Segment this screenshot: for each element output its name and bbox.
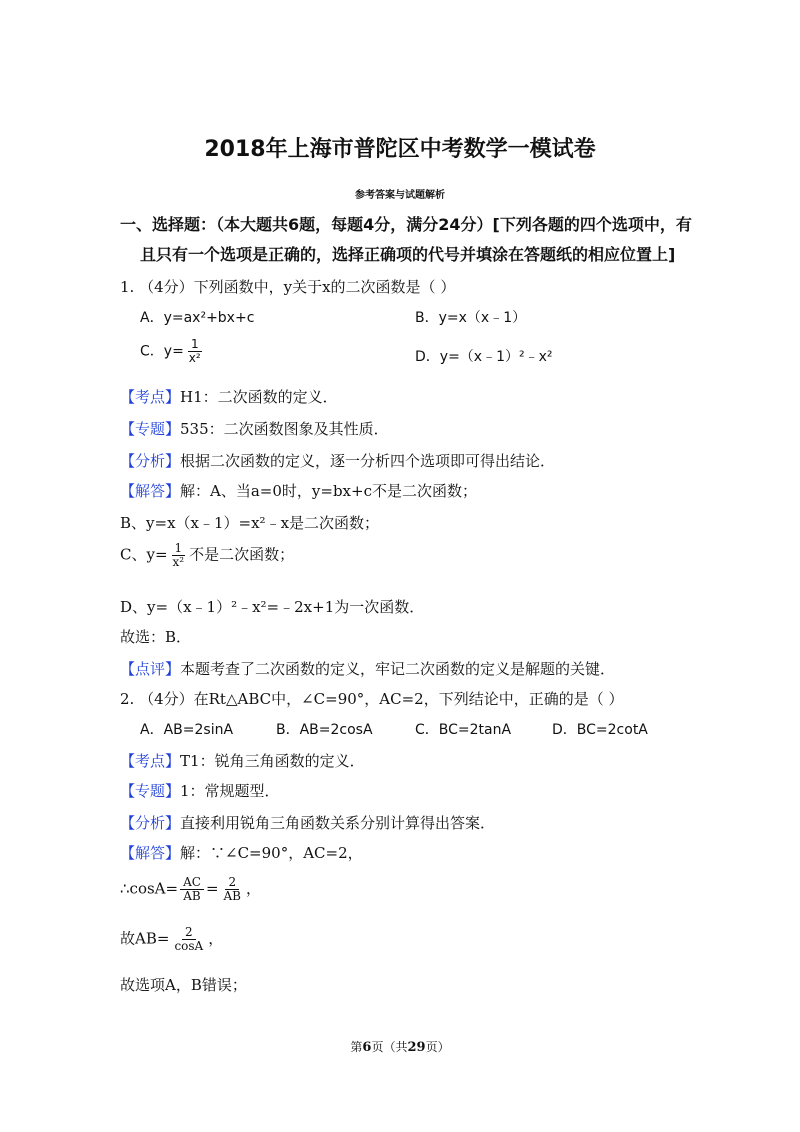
q2-zhuanti-tag: 【专题】 — [120, 782, 181, 800]
q2-option-b: B．AB=2cosA — [276, 722, 373, 738]
section-heading-line2: 且只有一个选项是正确的，选择正确项的代号并填涂在答题纸的相应位置上] — [140, 245, 676, 264]
q2-ab-numerator: 2 — [182, 926, 196, 940]
footer-post: 页） — [425, 1040, 450, 1054]
q1-jieda-tag: 【解答】 — [120, 482, 181, 500]
q2-zhuanti: 1：常规题型． — [180, 782, 280, 800]
q2-conclusion: 故选项A，B错误； — [120, 976, 247, 994]
q2-ab-denominator: cosA — [174, 939, 204, 953]
q2-jieda: 解：∵∠C=90°，AC=2， — [180, 844, 363, 862]
q1-fenxi-line — [120, 450, 555, 471]
q2-zhuanti-line — [120, 780, 280, 801]
q1-option-b: B．y=x（x﹣1） — [415, 310, 527, 326]
q2-cos-equals: = — [205, 879, 219, 898]
page-title: 2018年上海市普陀区中考数学一模试卷 — [204, 137, 596, 162]
q1-stem: 1. （4分）下列函数中，y关于x的二次函数是（ ） — [120, 278, 456, 296]
q2-cos-numerator-1: AC — [180, 876, 204, 890]
q1-zhuanti-line — [120, 418, 389, 439]
q1-jieda: 解：A、当a=0时，y=bx+c不是二次函数； — [180, 482, 477, 500]
q1-answer: 故选：B． — [120, 628, 192, 646]
q2-ab-suffix: ， — [208, 929, 224, 948]
q1-option-c-denominator: x² — [188, 351, 201, 365]
q2-fenxi: 直接利用锐角三角函数关系分别计算得出答案． — [180, 814, 496, 832]
q1-fenxi: 根据二次函数的定义，逐一分析四个选项即可得出结论． — [180, 452, 556, 470]
footer-total-pages: 29 — [407, 1040, 426, 1055]
q1-line-c-fraction — [170, 542, 188, 569]
q1-option-d: D．y=（x﹣1）²﹣x² — [415, 349, 553, 365]
q2-option-a: A．AB=2sinA — [140, 722, 234, 738]
q1-line-c-suffix: 不是二次函数； — [189, 545, 295, 564]
q2-cos-numerator-2: 2 — [225, 876, 239, 890]
q2-fenxi-tag: 【分析】 — [120, 814, 181, 832]
q1-dianping-line — [120, 658, 615, 679]
q1-option-a: A．y=ax²+bx+c — [140, 310, 255, 326]
page-subtitle: 参考答案与试题解析 — [355, 190, 445, 201]
q2-stem: 2. （4分）在Rt△ABC中，∠C=90°，AC=2，下列结论中，正确的是（ ） — [120, 690, 624, 708]
q2-cos-fraction-2 — [221, 876, 244, 903]
q2-kaodian-tag: 【考点】 — [120, 752, 181, 770]
q2-kaodian: T1：锐角三角函数的定义． — [180, 752, 365, 770]
q2-cos-fraction-1 — [180, 876, 204, 903]
q2-cos-denominator-1: AB — [183, 889, 201, 903]
q1-line-d: D、y=（x﹣1）²﹣x²=﹣2x+1为一次函数． — [120, 598, 425, 616]
q2-ab-line — [120, 926, 223, 953]
q2-ab-fraction — [171, 926, 206, 953]
q2-jieda-tag: 【解答】 — [120, 844, 181, 862]
q2-jieda-line — [120, 842, 363, 863]
page-footer — [0, 1038, 800, 1055]
q1-kaodian-line — [120, 386, 338, 407]
footer-pre: 第 — [350, 1040, 363, 1054]
q1-option-c-numerator: 1 — [188, 338, 202, 352]
footer-mid: 页（共 — [371, 1040, 408, 1054]
q1-line-c-numerator: 1 — [172, 542, 186, 556]
q1-line-c-prefix: C、y= — [120, 545, 168, 564]
q1-jieda-line — [120, 480, 477, 501]
q2-cos-suffix: ， — [246, 879, 262, 898]
q1-line-b: B、y=x（x﹣1）=x²﹣x是二次函数； — [120, 514, 380, 532]
q2-cos-denominator-2: AB — [223, 889, 241, 903]
q1-zhuanti: 535：二次函数图象及其性质． — [180, 420, 389, 438]
q2-cos-line — [120, 876, 261, 903]
section-heading-line1: 一、选择题：（本大题共6题，每题4分，满分24分）[下列各题的四个选项中，有 — [120, 215, 692, 234]
q2-ab-prefix: 故AB= — [120, 929, 170, 948]
q2-kaodian-line — [120, 750, 365, 771]
q1-line-c-denominator: x² — [172, 555, 185, 569]
q1-zhuanti-tag: 【专题】 — [120, 420, 181, 438]
q1-dianping-tag: 【点评】 — [120, 660, 181, 678]
q1-fenxi-tag: 【分析】 — [120, 452, 181, 470]
q1-option-c — [140, 338, 206, 365]
footer-page-number: 6 — [362, 1040, 372, 1055]
q2-cos-prefix: ∴cosA= — [120, 879, 179, 898]
q1-option-c-prefix: y= — [163, 343, 184, 360]
q2-fenxi-line — [120, 812, 495, 833]
q2-option-d: D．BC=2cotA — [552, 722, 648, 738]
q1-option-c-label: C． — [140, 343, 164, 360]
q1-kaodian-tag: 【考点】 — [120, 388, 181, 406]
q1-kaodian: H1：二次函数的定义． — [180, 388, 338, 406]
q1-dianping: 本题考查了二次函数的定义，牢记二次函数的定义是解题的关键． — [180, 660, 616, 678]
q1-line-c — [120, 542, 294, 569]
q1-option-c-fraction — [186, 338, 204, 365]
q2-option-c: C．BC=2tanA — [415, 722, 512, 738]
